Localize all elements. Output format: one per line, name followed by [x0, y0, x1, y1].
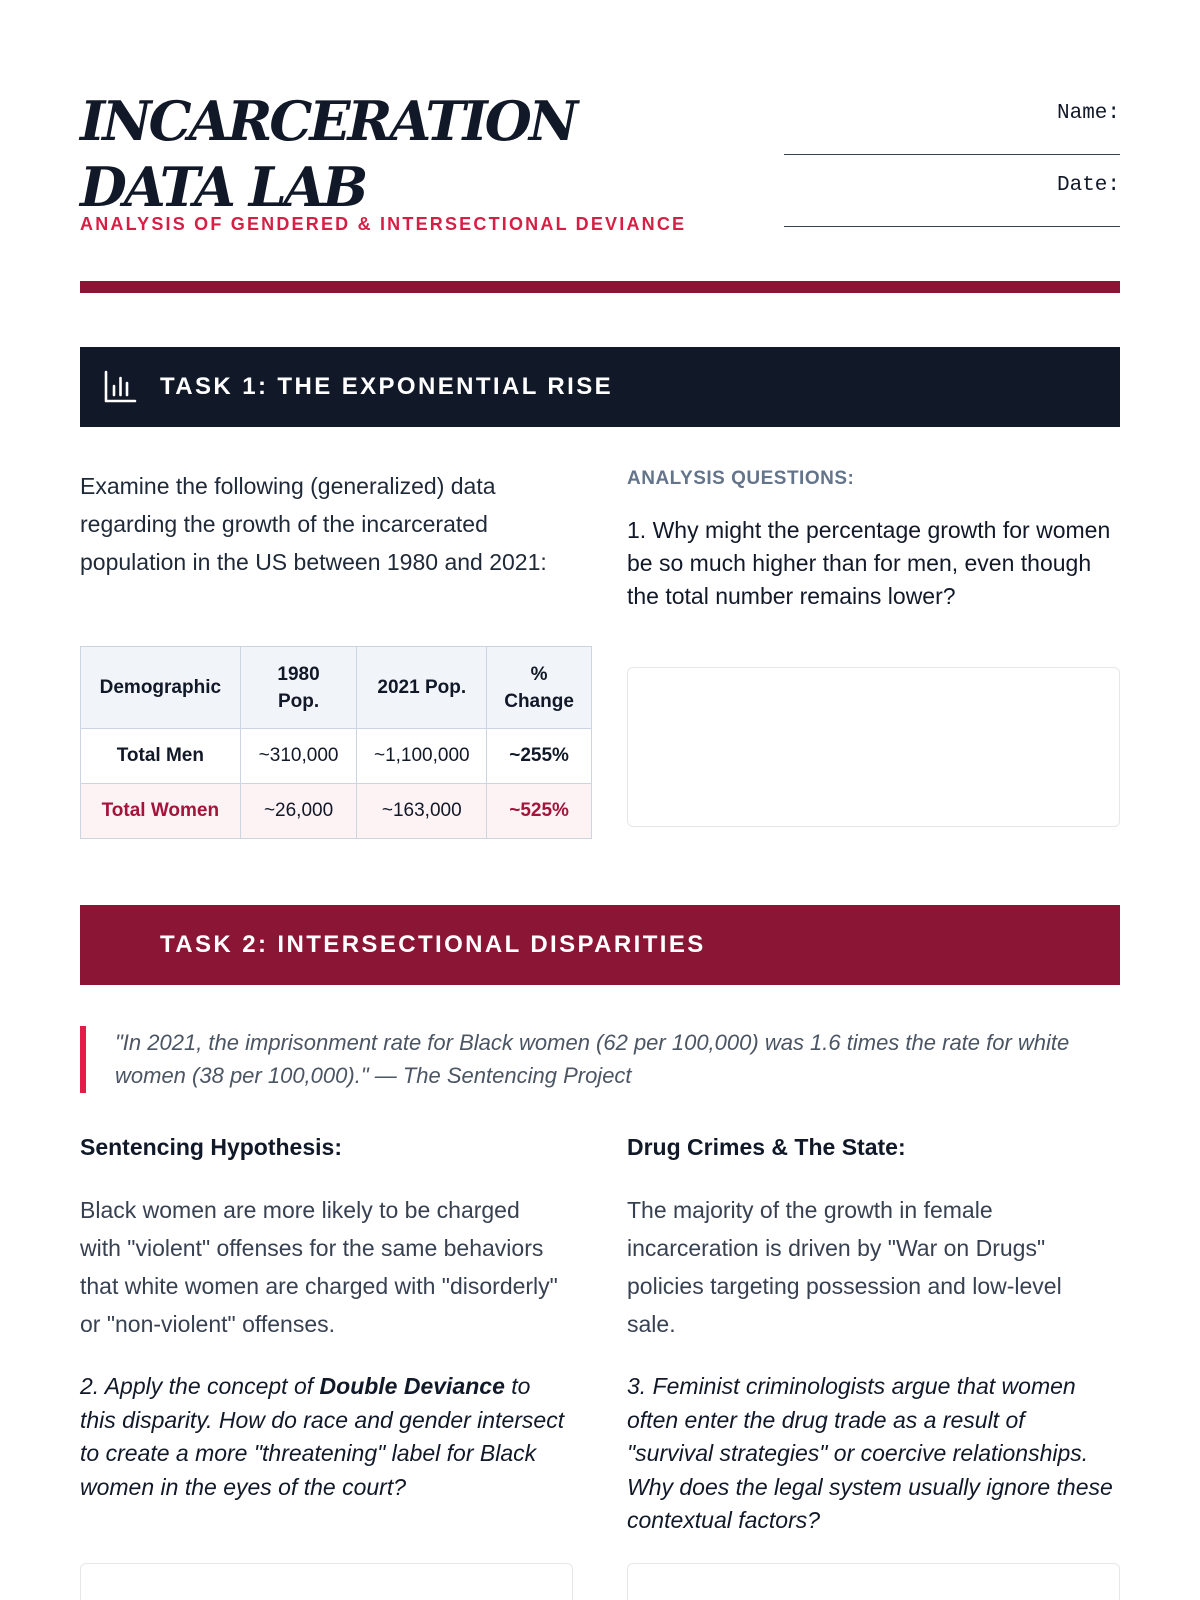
date-field[interactable]	[784, 226, 1120, 227]
name-label: Name:	[1056, 102, 1120, 125]
table-cell: Total Men	[81, 729, 241, 784]
question-1: 1. Why might the percentage growth for women be so much higher than for men, even though the total number remains lower?	[627, 517, 1111, 609]
drug-crimes-heading: Drug Crimes & The State:	[627, 1134, 906, 1160]
table-cell: ~310,000	[240, 729, 357, 784]
task1-header	[80, 347, 1120, 427]
question-2	[80, 1370, 570, 1504]
incarceration-table	[80, 646, 592, 839]
answer-box-1[interactable]	[627, 667, 1120, 827]
column-header: Demographic	[81, 647, 241, 729]
table-header-row	[81, 647, 592, 729]
sentencing-project-quote: "In 2021, the imprisonment rate for Black women (62 per 100,000) was 1.6 times the rate for white women (38 per 100,000)." — The Sentencing Project	[80, 1026, 1120, 1093]
task1-title: TASK 1: THE EXPONENTIAL RISE	[160, 373, 614, 400]
page-subtitle: ANALYSIS OF GENDERED & INTERSECTIONAL DEVIANCE	[80, 214, 687, 234]
answer-box-3[interactable]	[627, 1563, 1120, 1600]
question-3: 3. Feminist criminologists argue that women often enter the drug trade as a result of "survival strategies" or coercive relationships. Why does the legal system usually ignore these contextual factors?	[627, 1373, 1113, 1533]
question-2-suffix: to this disparity. How do race and gender intersect to create a more "threatening" label for Black women in the eyes of the court?	[80, 1373, 565, 1500]
column-header-text: % Change	[504, 663, 574, 712]
table-cell: ~26,000	[240, 784, 357, 839]
table-cell: Total Women	[81, 784, 241, 839]
bar-chart-icon	[102, 369, 138, 405]
header-divider	[80, 281, 1120, 293]
table-cell: ~163,000	[357, 784, 487, 839]
student-info	[784, 102, 1120, 246]
answer-box-2[interactable]	[80, 1563, 573, 1600]
table-cell: ~1,100,000	[357, 729, 487, 784]
table-row-men	[81, 729, 592, 784]
double-deviance-term: Double Deviance	[319, 1373, 505, 1399]
name-row	[784, 102, 1120, 174]
page-title: INCARCERATION DATA LAB	[80, 89, 576, 219]
column-header: 2021 Pop.	[357, 647, 487, 729]
sentencing-hypothesis-heading: Sentencing Hypothesis:	[80, 1134, 342, 1160]
date-row	[784, 174, 1120, 246]
name-field[interactable]	[784, 154, 1120, 155]
column-header	[240, 647, 357, 729]
worksheet-header	[80, 88, 1120, 238]
table-cell: ~255%	[487, 729, 592, 784]
table-cell: ~525%	[487, 784, 592, 839]
table-row-women	[81, 784, 592, 839]
analysis-questions-heading: ANALYSIS QUESTIONS:	[627, 468, 855, 489]
sentencing-hypothesis-body: Black women are more likely to be charged with "violent" offenses for the same behaviors that white women are charged with "disorderly" or "non-violent" offenses.	[80, 1197, 558, 1337]
task1-intro: Examine the following (generalized) data regarding the growth of the incarcerated population in the US between 1980 and 2021:	[80, 473, 547, 575]
drug-crimes-body: The majority of the growth in female incarceration is driven by "War on Drugs" policies targeting possession and low-level sale.	[627, 1197, 1062, 1337]
column-header	[487, 647, 592, 729]
column-header-text: 1980 Pop.	[277, 663, 320, 712]
date-label: Date:	[1056, 174, 1120, 197]
worksheet-page	[80, 0, 1120, 1600]
question-2-prefix: 2. Apply the concept of	[80, 1373, 320, 1399]
task2-header	[80, 905, 1120, 985]
task2-title: TASK 2: INTERSECTIONAL DISPARITIES	[160, 931, 706, 958]
